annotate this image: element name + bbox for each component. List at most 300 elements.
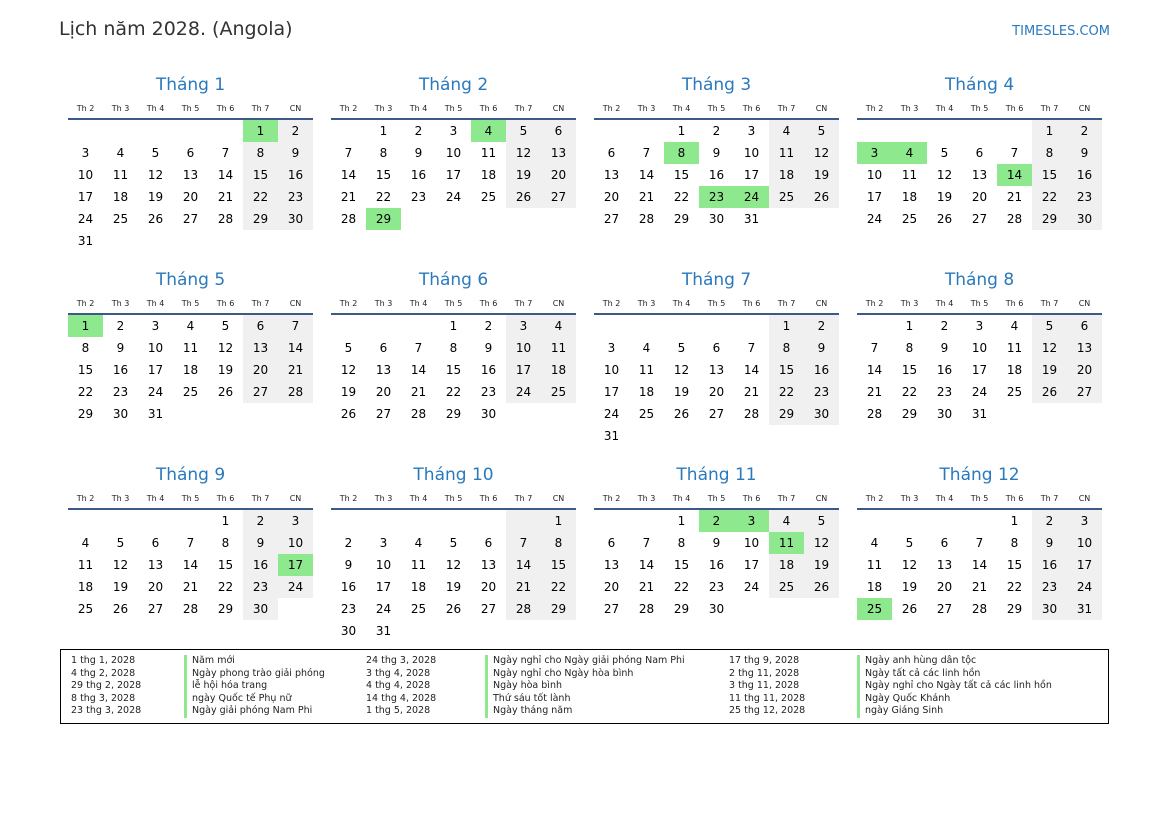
weekday-label: Th 4 — [409, 299, 428, 308]
day-cell: 2 — [414, 124, 423, 138]
month-title: Tháng 6 — [418, 270, 489, 290]
day-cell: 27 — [936, 602, 953, 616]
weekday-label: Th 5 — [707, 299, 726, 308]
day-cell: 28 — [506, 598, 541, 620]
empty-cell — [331, 120, 366, 142]
day-cell: 18 — [77, 580, 94, 594]
day-cell: 30 — [1067, 208, 1102, 230]
empty-cell — [243, 403, 278, 425]
day-cell: 23 — [410, 190, 427, 204]
day-cell: 9 — [278, 142, 313, 164]
day-cell: 4 — [471, 120, 506, 142]
weekday-label: Th 5 — [444, 299, 463, 308]
day-cell: 6 — [1067, 315, 1102, 337]
day-cell: 5 — [449, 536, 458, 550]
day-cell: 28 — [971, 602, 988, 616]
day-cell: 14 — [638, 558, 655, 572]
weekday-label: Th 7 — [1040, 494, 1059, 503]
day-cell: 14 — [997, 164, 1032, 186]
day-cell: 22 — [673, 190, 690, 204]
day-cell: 12 — [340, 363, 357, 377]
day-cell: 18 — [901, 190, 918, 204]
weekday-header — [857, 295, 1102, 315]
day-cell: 26 — [673, 407, 690, 421]
day-cell: 7 — [221, 146, 230, 160]
month-title: Tháng 8 — [944, 270, 1015, 290]
day-cell: 30 — [804, 403, 839, 425]
weekday-label: Th 5 — [707, 104, 726, 113]
day-cell: 15 — [1032, 164, 1067, 186]
day-cell: 6 — [243, 315, 278, 337]
day-cell: 4 — [1010, 319, 1019, 333]
empty-cell — [699, 425, 734, 447]
day-cell: 26 — [506, 186, 541, 208]
days-grid — [857, 510, 1102, 620]
day-cell: 30 — [112, 407, 129, 421]
page-title: Lịch năm 2028. (Angola) — [59, 18, 293, 40]
day-cell: 16 — [480, 363, 497, 377]
holiday-date: 8 thg 3, 2028 — [71, 692, 136, 704]
day-cell: 10 — [743, 536, 760, 550]
holiday-name: Ngày anh hùng dân tộc — [865, 655, 977, 666]
day-cell: 16 — [708, 168, 725, 182]
day-cell: 23 — [1067, 186, 1102, 208]
day-cell: 9 — [116, 341, 125, 355]
day-cell: 6 — [940, 536, 949, 550]
month-calendar — [68, 265, 313, 460]
day-cell: 22 — [445, 385, 462, 399]
day-cell: 12 — [1032, 337, 1067, 359]
day-cell: 17 — [445, 168, 462, 182]
weekday-label: Th 2 — [76, 104, 95, 113]
day-cell: 18 — [541, 359, 576, 381]
day-cell: 25 — [638, 407, 655, 421]
empty-cell — [892, 510, 927, 532]
weekday-label: CN — [289, 299, 302, 308]
day-cell: 7 — [870, 341, 879, 355]
day-cell: 19 — [804, 164, 839, 186]
day-cell: 23 — [480, 385, 497, 399]
weekday-label: Th 6 — [742, 104, 761, 113]
day-cell: 8 — [379, 146, 388, 160]
empty-cell — [401, 620, 436, 642]
day-cell: 5 — [905, 536, 914, 550]
holiday-date: 24 thg 3, 2028 — [366, 655, 437, 666]
weekday-label: Th 3 — [637, 299, 656, 308]
holiday-name: Thứ sáu tốt lành — [493, 692, 571, 704]
days-grid — [68, 510, 313, 620]
day-cell: 11 — [769, 532, 804, 554]
day-cell: 4 — [414, 536, 423, 550]
month-title: Tháng 1 — [155, 75, 226, 95]
day-cell: 9 — [484, 341, 493, 355]
weekday-label: Th 3 — [374, 299, 393, 308]
days-grid — [857, 315, 1102, 425]
month-title: Tháng 2 — [418, 75, 489, 95]
day-cell: 12 — [804, 532, 839, 554]
weekday-label: Th 7 — [777, 299, 796, 308]
day-cell: 23 — [804, 381, 839, 403]
weekday-label: Th 4 — [409, 494, 428, 503]
empty-cell — [471, 208, 506, 230]
day-cell: 11 — [769, 142, 804, 164]
holiday-date: 29 thg 2, 2028 — [71, 680, 142, 692]
empty-cell — [594, 510, 629, 532]
day-cell: 1 — [243, 120, 278, 142]
empty-cell — [68, 510, 103, 532]
holiday-date: 17 thg 9, 2028 — [729, 655, 800, 666]
day-cell: 17 — [1067, 554, 1102, 576]
day-cell: 6 — [607, 146, 616, 160]
day-cell: 13 — [603, 168, 620, 182]
weekday-header — [331, 100, 576, 120]
empty-cell — [804, 208, 839, 230]
weekday-label: Th 2 — [602, 494, 621, 503]
day-cell: 25 — [182, 385, 199, 399]
day-cell: 28 — [278, 381, 313, 403]
day-cell: 12 — [147, 168, 164, 182]
weekday-header — [594, 295, 839, 315]
day-cell: 3 — [734, 510, 769, 532]
weekday-label: CN — [1078, 299, 1091, 308]
day-cell: 20 — [541, 164, 576, 186]
day-cell: 23 — [340, 602, 357, 616]
weekday-header — [594, 100, 839, 120]
day-cell: 12 — [112, 558, 129, 572]
weekday-label: Th 3 — [111, 494, 130, 503]
weekday-label: Th 2 — [339, 104, 358, 113]
day-cell: 5 — [151, 146, 160, 160]
day-cell: 24 — [278, 576, 313, 598]
day-cell: 19 — [217, 363, 234, 377]
day-cell: 5 — [221, 319, 230, 333]
empty-cell — [699, 315, 734, 337]
weekday-label: Th 3 — [900, 299, 919, 308]
day-cell: 16 — [804, 359, 839, 381]
month-calendar — [594, 460, 839, 655]
day-cell: 10 — [375, 558, 392, 572]
month-calendar — [68, 70, 313, 265]
day-cell: 27 — [603, 602, 620, 616]
day-cell: 4 — [116, 146, 125, 160]
day-cell: 16 — [278, 164, 313, 186]
day-cell: 9 — [1067, 142, 1102, 164]
day-cell: 8 — [905, 341, 914, 355]
holiday-name: Ngày phong trào giải phóng — [192, 667, 325, 679]
weekday-label: Th 6 — [1005, 104, 1024, 113]
day-cell: 16 — [1032, 554, 1067, 576]
month-title: Tháng 9 — [155, 465, 226, 485]
day-cell: 20 — [603, 190, 620, 204]
day-cell: 31 — [971, 407, 988, 421]
day-cell: 27 — [182, 212, 199, 226]
day-cell: 2 — [1032, 510, 1067, 532]
day-cell: 24 — [866, 212, 883, 226]
day-cell: 2 — [940, 319, 949, 333]
weekday-label: Th 5 — [181, 104, 200, 113]
weekday-header — [331, 490, 576, 510]
day-cell: 21 — [743, 385, 760, 399]
day-cell: 20 — [971, 190, 988, 204]
day-cell: 13 — [182, 168, 199, 182]
month-calendar — [857, 70, 1102, 265]
day-cell: 1 — [221, 514, 230, 528]
day-cell: 26 — [804, 186, 839, 208]
day-cell: 16 — [936, 363, 953, 377]
day-cell: 11 — [182, 341, 199, 355]
holiday-name: ngày Giáng Sinh — [865, 705, 944, 717]
day-cell: 5 — [804, 120, 839, 142]
day-cell: 13 — [243, 337, 278, 359]
day-cell: 4 — [541, 315, 576, 337]
day-cell: 11 — [541, 337, 576, 359]
day-cell: 17 — [971, 363, 988, 377]
day-cell: 20 — [480, 580, 497, 594]
empty-cell — [927, 510, 962, 532]
days-grid — [68, 315, 313, 425]
day-cell: 13 — [480, 558, 497, 572]
day-cell: 12 — [673, 363, 690, 377]
day-cell: 19 — [1032, 359, 1067, 381]
empty-cell — [594, 120, 629, 142]
empty-cell — [208, 120, 243, 142]
day-cell: 20 — [182, 190, 199, 204]
empty-cell — [506, 403, 541, 425]
empty-cell — [138, 230, 173, 252]
day-cell: 26 — [1032, 381, 1067, 403]
empty-cell — [541, 208, 576, 230]
day-cell: 10 — [147, 341, 164, 355]
weekday-label: Th 3 — [637, 104, 656, 113]
day-cell: 23 — [278, 186, 313, 208]
day-cell: 16 — [243, 554, 278, 576]
day-cell: 14 — [217, 168, 234, 182]
day-cell: 7 — [414, 341, 423, 355]
day-cell: 28 — [638, 212, 655, 226]
month-title: Tháng 4 — [944, 75, 1015, 95]
day-cell: 14 — [182, 558, 199, 572]
day-cell: 14 — [971, 558, 988, 572]
empty-cell — [366, 510, 401, 532]
empty-cell — [892, 120, 927, 142]
weekday-label: Th 6 — [216, 299, 235, 308]
day-cell: 8 — [1010, 536, 1019, 550]
empty-cell — [1032, 403, 1067, 425]
day-cell: 21 — [866, 385, 883, 399]
day-cell: 7 — [747, 341, 756, 355]
day-cell: 29 — [366, 208, 401, 230]
day-cell: 21 — [506, 576, 541, 598]
day-cell: 15 — [769, 359, 804, 381]
site-link[interactable]: TIMESLES.COM — [1012, 24, 1110, 39]
weekday-label: Th 2 — [865, 494, 884, 503]
weekday-label: Th 2 — [602, 299, 621, 308]
day-cell: 9 — [1032, 532, 1067, 554]
day-cell: 3 — [379, 536, 388, 550]
month-calendar — [594, 265, 839, 460]
day-cell: 2 — [699, 510, 734, 532]
weekday-label: Th 2 — [339, 299, 358, 308]
day-cell: 31 — [375, 624, 392, 638]
holiday-name: lễ hội hóa trang — [192, 680, 268, 692]
legend-name-column — [485, 655, 685, 718]
day-cell: 23 — [243, 576, 278, 598]
weekday-header — [857, 100, 1102, 120]
legend-name-column — [857, 655, 1052, 718]
legend-date-column — [366, 655, 436, 718]
day-cell: 27 — [708, 407, 725, 421]
day-cell: 15 — [673, 168, 690, 182]
day-cell: 25 — [410, 602, 427, 616]
weekday-label: Th 2 — [602, 104, 621, 113]
weekday-label: Th 5 — [970, 299, 989, 308]
holiday-legend — [60, 649, 1109, 724]
day-cell: 6 — [151, 536, 160, 550]
day-cell: 14 — [506, 554, 541, 576]
empty-cell — [471, 510, 506, 532]
weekday-label: CN — [1078, 494, 1091, 503]
day-cell: 20 — [936, 580, 953, 594]
day-cell: 1 — [1010, 514, 1019, 528]
day-cell: 15 — [77, 363, 94, 377]
day-cell: 24 — [506, 381, 541, 403]
day-cell: 5 — [116, 536, 125, 550]
day-cell: 17 — [603, 385, 620, 399]
days-grid — [594, 510, 839, 620]
weekday-label: Th 6 — [1005, 494, 1024, 503]
day-cell: 12 — [901, 558, 918, 572]
day-cell: 19 — [901, 580, 918, 594]
day-cell: 20 — [147, 580, 164, 594]
empty-cell — [138, 120, 173, 142]
weekday-header — [68, 490, 313, 510]
day-cell: 9 — [414, 146, 423, 160]
days-grid — [331, 120, 576, 230]
day-cell: 27 — [541, 186, 576, 208]
empty-cell — [541, 620, 576, 642]
day-cell: 17 — [506, 359, 541, 381]
day-cell: 25 — [541, 381, 576, 403]
day-cell: 13 — [147, 558, 164, 572]
empty-cell — [506, 208, 541, 230]
weekday-label: Th 7 — [777, 104, 796, 113]
weekday-label: Th 5 — [181, 494, 200, 503]
day-cell: 1 — [769, 315, 804, 337]
weekday-label: CN — [552, 494, 565, 503]
day-cell: 31 — [743, 212, 760, 226]
day-cell: 18 — [480, 168, 497, 182]
day-cell: 8 — [221, 536, 230, 550]
day-cell: 25 — [901, 212, 918, 226]
day-cell: 21 — [340, 190, 357, 204]
day-cell: 3 — [1067, 510, 1102, 532]
holiday-date: 4 thg 2, 2028 — [71, 667, 136, 679]
day-cell: 2 — [712, 124, 721, 138]
weekday-label: Th 7 — [251, 494, 270, 503]
day-cell: 27 — [603, 212, 620, 226]
day-cell: 17 — [866, 190, 883, 204]
day-cell: 29 — [445, 407, 462, 421]
day-cell: 20 — [243, 359, 278, 381]
empty-cell — [769, 208, 804, 230]
weekday-label: Th 4 — [146, 104, 165, 113]
day-cell: 16 — [410, 168, 427, 182]
weekday-label: CN — [815, 104, 828, 113]
day-cell: 22 — [769, 381, 804, 403]
day-cell: 12 — [445, 558, 462, 572]
holiday-date: 3 thg 11, 2028 — [729, 680, 800, 692]
day-cell: 25 — [857, 598, 892, 620]
day-cell: 3 — [607, 341, 616, 355]
weekday-label: Th 2 — [865, 104, 884, 113]
day-cell: 16 — [1067, 164, 1102, 186]
day-cell: 26 — [147, 212, 164, 226]
day-cell: 13 — [603, 558, 620, 572]
weekday-label: Th 6 — [479, 299, 498, 308]
empty-cell — [962, 120, 997, 142]
day-cell: 30 — [340, 624, 357, 638]
day-cell: 3 — [151, 319, 160, 333]
days-grid — [331, 315, 576, 425]
day-cell: 1 — [379, 124, 388, 138]
weekday-label: Th 3 — [374, 494, 393, 503]
day-cell: 11 — [112, 168, 129, 182]
day-cell: 26 — [901, 602, 918, 616]
day-cell: 8 — [449, 341, 458, 355]
day-cell: 17 — [743, 168, 760, 182]
day-cell: 28 — [638, 602, 655, 616]
weekday-label: CN — [815, 299, 828, 308]
day-cell: 31 — [1067, 598, 1102, 620]
day-cell: 12 — [804, 142, 839, 164]
days-grid — [594, 315, 839, 447]
day-cell: 21 — [217, 190, 234, 204]
empty-cell — [962, 510, 997, 532]
weekday-label: Th 4 — [935, 104, 954, 113]
empty-cell — [804, 598, 839, 620]
day-cell: 29 — [673, 602, 690, 616]
holiday-name: Ngày hòa bình — [493, 680, 562, 692]
day-cell: 5 — [804, 510, 839, 532]
day-cell: 5 — [506, 120, 541, 142]
day-cell: 29 — [77, 407, 94, 421]
day-cell: 10 — [971, 341, 988, 355]
day-cell: 8 — [769, 337, 804, 359]
day-cell: 20 — [375, 385, 392, 399]
days-grid — [857, 120, 1102, 230]
day-cell: 30 — [708, 602, 725, 616]
day-cell: 4 — [769, 120, 804, 142]
weekday-label: Th 7 — [251, 104, 270, 113]
day-cell: 14 — [866, 363, 883, 377]
weekday-label: Th 5 — [444, 104, 463, 113]
day-cell: 31 — [77, 234, 94, 248]
day-cell: 21 — [638, 580, 655, 594]
month-calendar — [331, 265, 576, 460]
day-cell: 24 — [743, 580, 760, 594]
day-cell: 11 — [480, 146, 497, 160]
day-cell: 4 — [769, 510, 804, 532]
empty-cell — [208, 230, 243, 252]
day-cell: 26 — [445, 602, 462, 616]
day-cell: 7 — [642, 536, 651, 550]
day-cell: 24 — [445, 190, 462, 204]
day-cell: 23 — [708, 580, 725, 594]
day-cell: 18 — [866, 580, 883, 594]
day-cell: 2 — [116, 319, 125, 333]
weekday-label: Th 7 — [1040, 299, 1059, 308]
empty-cell — [734, 598, 769, 620]
